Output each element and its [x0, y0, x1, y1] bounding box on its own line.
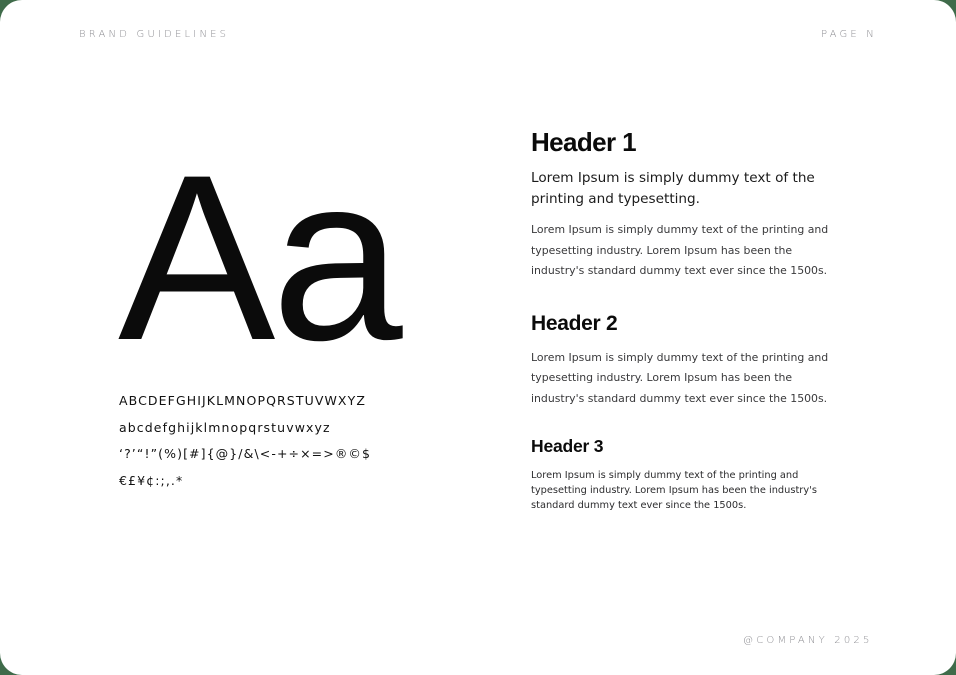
header-3-body-text: Lorem Ipsum is simply dummy text of the printing and typesetting industry. Lorem Ipsum has been the industry's standard dummy text ever since the 1500s. — [531, 470, 817, 511]
symbols-line-1: ‘?’“!”(%)[#]{@}/&\<-+÷×=>®©$ — [119, 446, 372, 461]
document-label: BRAND GUIDELINES — [79, 29, 230, 40]
typeface-specimen-display: Aa — [118, 126, 399, 390]
header-2-sample: Header 2 — [531, 311, 618, 335]
header-3-sample: Header 3 — [531, 436, 604, 456]
header-1-sample: Header 1 — [531, 127, 637, 157]
header-1-body-text: Lorem Ipsum is simply dummy text of the printing and typesetting industry. Lorem Ipsum has been the industry's standard dummy text ever since the 1500s. — [531, 223, 829, 277]
uppercase-alphabet: ABCDEFGHIJKLMNOPQRSTUVWXYZ — [119, 393, 366, 408]
symbols-line-2: €£¥¢:;,.* — [119, 472, 184, 488]
character-set — [119, 392, 371, 498]
lowercase-alphabet: abcdefghijklmnopqrstuvwxyz — [119, 419, 331, 435]
header-1-lead-text: Lorem Ipsum is simply dummy text of the printing and typesetting. — [531, 170, 815, 207]
type-scale-column — [531, 125, 841, 513]
page-number-label: PAGE N — [821, 29, 877, 40]
copyright-footer: @COMPANY 2025 — [743, 635, 873, 646]
header-2-body-text: Lorem Ipsum is simply dummy text of the printing and typesetting industry. Lorem Ipsum has been the industry's standard dummy text ever since the 1500s. — [531, 350, 829, 405]
